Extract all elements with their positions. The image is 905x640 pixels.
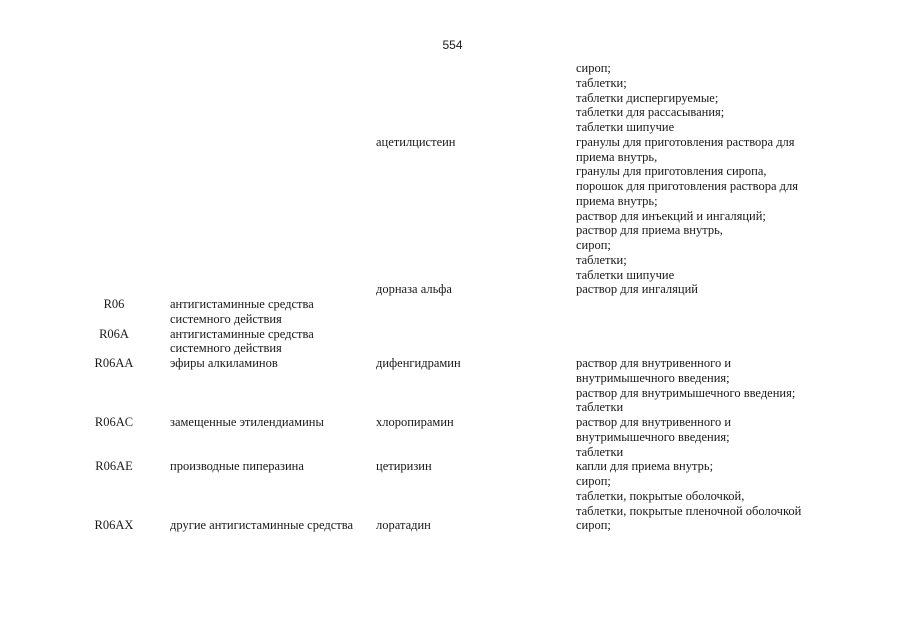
- atc-code: [80, 297, 170, 327]
- dosage-form-line: гранулы для приготовления сиропа,: [576, 164, 767, 179]
- dosage-form-line: таблетки;: [576, 75, 627, 90]
- atc-code: [80, 459, 170, 518]
- dosage-forms: [576, 356, 905, 415]
- table-row: [0, 459, 905, 518]
- drug-name: [376, 459, 576, 518]
- dosage-forms: [576, 518, 905, 533]
- group-name: [170, 459, 376, 518]
- dosage-form-line: сироп;: [576, 61, 611, 75]
- group-name: [170, 356, 376, 415]
- group-name-empty: [170, 61, 376, 135]
- drug-name: [376, 518, 576, 533]
- dosage-form-line: таблетки;: [576, 252, 627, 267]
- drug-name-line: дорназа альфа: [376, 282, 452, 297]
- dosage-form-line: раствор для приема внутрь,: [576, 223, 723, 238]
- group-name-line: системного действия: [170, 311, 282, 326]
- atc-code-text: R06AC: [94, 415, 134, 429]
- dosage-form-line: таблетки, покрытые оболочкой,: [576, 488, 745, 503]
- atc-code: [80, 327, 170, 357]
- group-name-line: антигистаминные средства: [170, 297, 314, 311]
- dosage-form-line: порошок для приготовления раствора для: [576, 179, 798, 193]
- dosage-form-line: внутримышечного введения;: [576, 429, 730, 444]
- table-row: [0, 135, 905, 283]
- dosage-forms-empty: [576, 327, 905, 357]
- dosage-form-line: гранулы для приготовления раствора для: [576, 134, 795, 149]
- dosage-forms-empty: [576, 297, 905, 327]
- group-name: [170, 297, 376, 327]
- atc-code: [80, 518, 170, 533]
- table-row: [0, 297, 905, 327]
- table-row: [0, 356, 905, 415]
- drug-name-line: хлоропирамин: [376, 415, 454, 429]
- dosage-form-line: раствор для внутривенного и: [576, 356, 732, 370]
- group-name-line: производные пиперазина: [170, 459, 304, 474]
- dosage-form-line: приема внутрь;: [576, 193, 658, 208]
- group-name-line: замещенные этилендиамины: [170, 415, 324, 429]
- table-row: [0, 327, 905, 357]
- dosage-form-line: таблетки для рассасывания;: [576, 105, 725, 120]
- group-name-line: другие антигистаминные средства: [170, 518, 353, 533]
- drug-table: [0, 61, 905, 533]
- drug-name-empty: [376, 297, 576, 327]
- dosage-form-line: капли для приема внутрь;: [576, 459, 714, 474]
- atc-code-text: R06AX: [94, 518, 134, 533]
- table-row: [0, 282, 905, 297]
- dosage-form-line: раствор для ингаляций: [576, 282, 698, 297]
- drug-name: [376, 356, 576, 415]
- table-row: [0, 415, 905, 459]
- dosage-form-line: таблетки диспергируемые;: [576, 90, 719, 105]
- atc-code-text: R06AA: [94, 356, 134, 370]
- group-name: [170, 327, 376, 357]
- dosage-form-line: таблетки шипучие: [576, 267, 675, 282]
- drug-name-empty: [376, 327, 576, 357]
- dosage-form-line: внутримышечного введения;: [576, 370, 730, 385]
- dosage-form-line: сироп;: [576, 474, 611, 488]
- drug-name: [376, 282, 576, 297]
- drug-name: [376, 415, 576, 459]
- dosage-form-line: раствор для внутривенного и: [576, 415, 732, 429]
- dosage-form-line: сироп;: [576, 238, 611, 252]
- atc-code-empty: [80, 135, 170, 283]
- drug-name: [376, 135, 576, 283]
- atc-code-text: R06: [103, 297, 125, 311]
- group-name: [170, 415, 376, 459]
- dosage-form-line: таблетки, покрытые пленочной оболочкой: [576, 503, 802, 518]
- group-name-line: системного действия: [170, 341, 282, 356]
- drug-name-line: ацетилцистеин: [376, 134, 456, 149]
- dosage-form-line: таблетки: [576, 400, 624, 415]
- atc-code: [80, 356, 170, 415]
- atc-code-text: R06AE: [95, 459, 133, 474]
- group-name-line: антигистаминные средства: [170, 326, 314, 341]
- atc-code-text: R06A: [99, 326, 129, 341]
- atc-code-empty: [80, 282, 170, 297]
- dosage-form-line: раствор для внутримышечного введения;: [576, 385, 796, 400]
- dosage-forms: [576, 61, 905, 135]
- group-name: [170, 518, 376, 533]
- table-row: [0, 61, 905, 135]
- dosage-form-line: таблетки шипучие: [576, 120, 675, 134]
- drug-name-line: дифенгидрамин: [376, 356, 461, 370]
- group-name-line: эфиры алкиламинов: [170, 356, 278, 370]
- group-name-empty: [170, 135, 376, 283]
- dosage-forms: [576, 282, 905, 297]
- drug-name-line: цетиризин: [376, 459, 432, 474]
- dosage-forms: [576, 135, 905, 283]
- table-row: [0, 518, 905, 533]
- dosage-form-line: таблетки: [576, 444, 624, 459]
- atc-code-empty: [80, 61, 170, 135]
- drug-name-line: лоратадин: [376, 518, 431, 533]
- dosage-form-line: раствор для инъекций и ингаляций;: [576, 208, 766, 223]
- drug-name-empty: [376, 61, 576, 135]
- atc-code: [80, 415, 170, 459]
- dosage-forms: [576, 415, 905, 459]
- dosage-form-line: приема внутрь,: [576, 149, 658, 164]
- dosage-forms: [576, 459, 905, 518]
- page-number: 554: [442, 38, 463, 52]
- dosage-form-line: сироп;: [576, 518, 611, 533]
- group-name-empty: [170, 282, 376, 297]
